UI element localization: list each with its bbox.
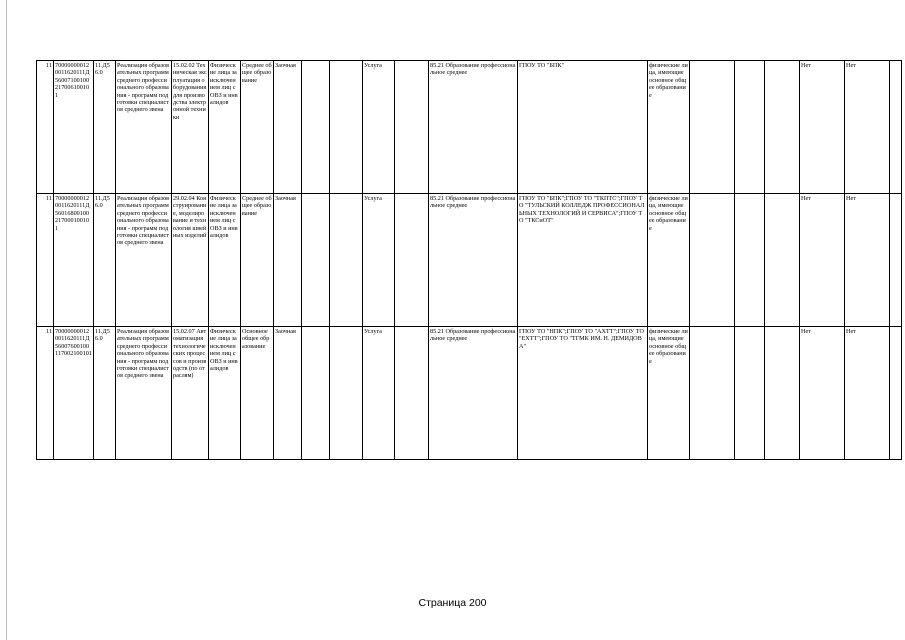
empty-cell xyxy=(302,327,330,460)
row-number: 11 xyxy=(37,61,54,194)
empty-cell xyxy=(765,327,800,460)
service-name: Реализация образовательных программ среднего профессионального образования - программ подготовки специалистов среднего звена xyxy=(116,61,172,194)
empty-cell xyxy=(890,194,902,327)
empty-cell xyxy=(765,61,800,194)
table-row xyxy=(37,327,902,460)
education-level: Среднее общее образование xyxy=(241,61,274,194)
flag-cell: Нет xyxy=(800,61,845,194)
provider-list: ГПОУ ТО "БПК";ГПОУ ТО "ТКПТС";ГПОУ ТО "ТУЛЬСКИЙ КОЛЛЕДЖ ПРОФЕССИОНАЛЬНЫХ ТЕХНОЛОГИЙ И СЕРВИСА";ГПОУ ТО "ТКСиОТ" xyxy=(518,194,648,327)
service-kind: Услуга xyxy=(363,61,395,194)
consumer-category: Физические лица за исключением лиц с ОВЗ и инвалидов xyxy=(209,327,241,460)
page-number: Страница 200 xyxy=(418,597,487,609)
empty-cell xyxy=(395,194,429,327)
empty-cell xyxy=(395,61,429,194)
table-row xyxy=(37,194,902,327)
okved-code: 85.21 Образование профессиональное среднее xyxy=(429,327,518,460)
education-level: Основное общее образование xyxy=(241,327,274,460)
service-code: 11.Д56.0 xyxy=(94,194,116,327)
flag-cell: Нет xyxy=(845,61,890,194)
flag-cell: Нет xyxy=(845,194,890,327)
service-kind: Услуга xyxy=(363,194,395,327)
empty-cell xyxy=(330,194,363,327)
row-number: 11 xyxy=(37,327,54,460)
empty-cell xyxy=(765,194,800,327)
registry-code: 700000000120011620111Д56007100100217006100101 xyxy=(54,61,94,194)
provider-list: ГПОУ ТО "НПК";ГПОУ ТО "АХТТ";ГПОУ ТО "ЕХТТ";ГПОУ ТО "ТГМК ИМ. Н. ДЕМИДОВА" xyxy=(518,327,648,460)
specialty: 15.02.07 Автоматизация технологических процессов и производств (по отраслям) xyxy=(172,327,209,460)
flag-cell: Нет xyxy=(800,327,845,460)
empty-cell xyxy=(735,194,765,327)
empty-cell xyxy=(690,327,735,460)
empty-cell xyxy=(890,327,902,460)
service-code: 11.Д56.0 xyxy=(94,327,116,460)
okved-code: 85.21 Образование профессиональное среднее xyxy=(429,194,518,327)
row-number: 11 xyxy=(37,194,54,327)
registry-code: 700000000120011620111Д56016800100217000100101 xyxy=(54,194,94,327)
flag-cell: Нет xyxy=(845,327,890,460)
recipient-category: физические лица, имеющие основное общее образование xyxy=(648,327,690,460)
empty-cell xyxy=(302,61,330,194)
empty-cell xyxy=(395,327,429,460)
okved-code: 85.21 Образование профессиональное среднее xyxy=(429,61,518,194)
registry-code: 700000000120011620111Д56007600100117002100101 xyxy=(54,327,94,460)
specialty: 29.02.04 Конструирование, моделирование и технология швейных изделий xyxy=(172,194,209,327)
service-code: 11.Д56.0 xyxy=(94,61,116,194)
study-form: Заочная xyxy=(274,327,302,460)
flag-cell: Нет xyxy=(800,194,845,327)
empty-cell xyxy=(735,61,765,194)
empty-cell xyxy=(890,61,902,194)
recipient-category: физические лица, имеющие основное общее образование xyxy=(648,194,690,327)
empty-cell xyxy=(330,61,363,194)
study-form: Заочная xyxy=(274,61,302,194)
service-kind: Услуга xyxy=(363,327,395,460)
empty-cell xyxy=(330,327,363,460)
recipient-category: физические лица, имеющие основное общее образование xyxy=(648,61,690,194)
empty-cell xyxy=(302,194,330,327)
empty-cell xyxy=(690,61,735,194)
empty-cell xyxy=(690,194,735,327)
empty-cell xyxy=(735,327,765,460)
provider-list: ГПОУ ТО "БПК" xyxy=(518,61,648,194)
table-row xyxy=(37,61,902,194)
page-edge-line xyxy=(6,0,7,640)
service-name: Реализация образовательных программ среднего профессионального образования - программ подготовки специалистов среднего звена xyxy=(116,194,172,327)
education-level: Среднее общее образование xyxy=(241,194,274,327)
study-form: Заочная xyxy=(274,194,302,327)
service-name: Реализация образовательных программ среднего профессионального образования - программ подготовки специалистов среднего звена xyxy=(116,327,172,460)
specialty: 15.02.02 Техническая эксплуатация оборудования для производства электронной техники xyxy=(172,61,209,194)
registry-table xyxy=(36,60,902,460)
consumer-category: Физические лица за исключением лиц с ОВЗ и инвалидов xyxy=(209,194,241,327)
consumer-category: Физические лица за исключением лиц с ОВЗ и инвалидов xyxy=(209,61,241,194)
